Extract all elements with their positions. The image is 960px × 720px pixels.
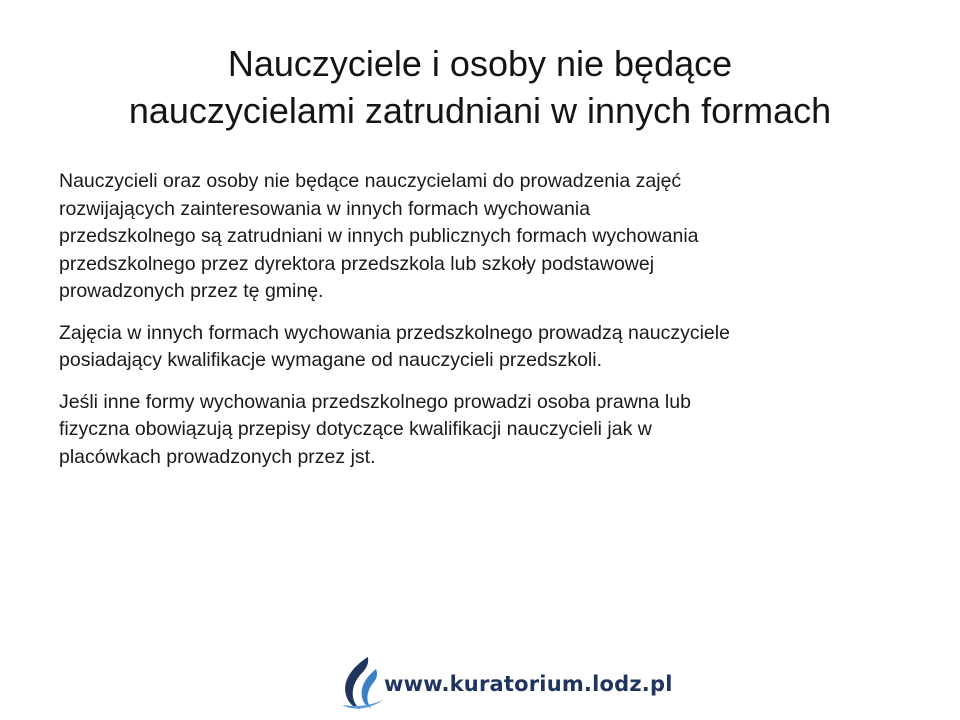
text-line: Nauczycieli oraz osoby nie będące nauczycielami do prowadzenia zajęć bbox=[59, 170, 682, 192]
text-line: przedszkolnego są zatrudniani w innych publicznych formach wychowania bbox=[59, 225, 699, 247]
slide-title bbox=[40, 40, 920, 134]
text-line: posiadający kwalifikacje wymagane od nauczycieli przedszkoli. bbox=[59, 349, 603, 371]
paragraph-other-entities bbox=[59, 389, 919, 472]
text-line: placówkach prowadzonych przez jst. bbox=[59, 445, 376, 468]
paragraph-employment bbox=[59, 168, 919, 306]
text-line: fizyczna obowiązują przepisy dotyczące kwalifikacji nauczycieli jak w bbox=[59, 418, 652, 440]
text-line: Jeśli inne formy wychowania przedszkolnego prowadzi osoba prawna lub bbox=[59, 390, 691, 413]
text-line: przedszkolnego przez dyrektora przedszkola lub szkoły podstawowej bbox=[59, 252, 655, 275]
text-line: prowadzonych przez tę gminę. bbox=[59, 280, 324, 302]
slide-title-line-1: Nauczyciele i osoby nie będące bbox=[227, 43, 733, 84]
flame-swoosh-icon bbox=[338, 655, 386, 711]
text-line: rozwijających zainteresowania w innych formach wychowania bbox=[59, 197, 591, 220]
logo-url-text: www.kuratorium.lodz.pl bbox=[384, 672, 673, 696]
slide-body bbox=[59, 168, 919, 485]
paragraph-qualifications bbox=[59, 320, 919, 375]
text-line: Zajęcia w innych formach wychowania przedszkolnego prowadzą nauczyciele bbox=[59, 321, 730, 344]
slide-title-line-2: nauczycielami zatrudniani w innych formach bbox=[128, 90, 832, 131]
kuratorium-logo[interactable] bbox=[338, 655, 673, 711]
